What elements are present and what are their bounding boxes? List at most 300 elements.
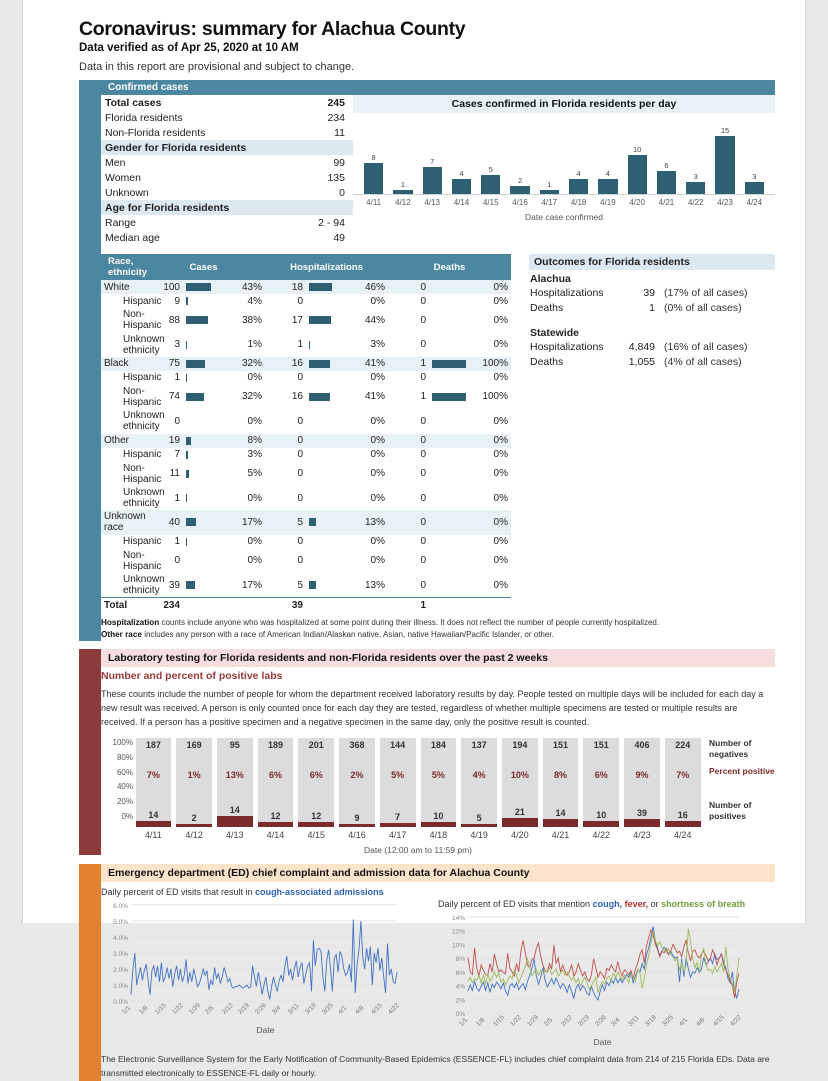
lab-negatives-value: 95	[229, 739, 240, 750]
lab-percent-value: 4%	[472, 769, 486, 780]
legend-percent-positive: Percent positive	[709, 765, 775, 776]
cell-bar	[306, 510, 347, 534]
table-row	[101, 549, 511, 573]
lab-column	[176, 738, 212, 827]
lab-positives-value: 10	[596, 810, 607, 821]
cell-count: 16	[265, 357, 306, 371]
cell-percent: 0%	[493, 449, 508, 460]
cell-bar	[429, 332, 470, 356]
lab-positives-bar	[136, 821, 172, 827]
daily-cases-bar	[505, 123, 534, 194]
cell-bar	[429, 535, 470, 549]
lab-positives-value: 14	[229, 804, 240, 815]
cell-bar	[183, 409, 224, 433]
outcome-note: (16% of all cases)	[664, 340, 748, 353]
cell-bar	[306, 535, 347, 549]
cell-count: 0	[297, 295, 303, 307]
lab-positives-bar	[258, 822, 294, 827]
lab-xtick: 4/15	[307, 829, 325, 840]
daily-cases-xtick: 4/16	[512, 198, 528, 207]
daily-cases-bar	[740, 123, 769, 194]
cell-count: 0	[420, 415, 426, 427]
cell-bar	[429, 434, 470, 448]
daily-cases-bar-value: 3	[752, 172, 757, 182]
red-accent-bar	[79, 649, 101, 855]
cell-percent: 0%	[493, 314, 508, 326]
cell-bar	[183, 385, 224, 409]
outcome-value: 1,055	[628, 355, 655, 368]
ed-series-line	[131, 920, 397, 1000]
ed-ytick: 2%	[455, 997, 465, 1005]
cell-percent: 0%	[247, 492, 262, 504]
cell-bar	[429, 486, 470, 510]
ed-xtick: 2/5	[204, 1005, 216, 1017]
lab-xtick: 4/18	[429, 829, 448, 840]
cell-percent: 5%	[247, 468, 262, 480]
daily-cases-chart-title: Cases confirmed in Florida residents per day	[353, 95, 775, 113]
cell-count: 1	[297, 339, 303, 351]
cell-percent: 0%	[493, 339, 508, 351]
daily-cases-xaxis	[353, 195, 775, 207]
lab-negatives-value: 194	[512, 739, 528, 750]
ed-ytick: 1.0%	[113, 983, 128, 991]
daily-cases-bar-value: 10	[633, 145, 642, 155]
cell-count: 0	[297, 468, 303, 480]
daily-cases-bar-value: 6	[664, 160, 669, 170]
lab-positives-bar	[176, 824, 212, 827]
daily-cases-xtick: 4/23	[717, 198, 733, 207]
cell-count: 9	[174, 295, 180, 307]
cell-percent: 0%	[493, 579, 508, 591]
lab-percent-value: 5%	[391, 769, 405, 780]
lab-negatives-value: 151	[593, 739, 609, 750]
summary-row	[101, 170, 353, 185]
cell-bar	[429, 448, 470, 462]
daily-cases-bar-rect	[715, 136, 734, 194]
lab-chart-columns	[133, 738, 703, 827]
cell-percent: 0%	[470, 510, 511, 534]
ed-right-caption	[438, 886, 767, 912]
daily-cases-xtick: 4/11	[366, 198, 382, 207]
lab-positives-bar	[380, 823, 416, 827]
ed-xtick: 4/8	[695, 1017, 707, 1029]
ed-right-caption-pre: Daily percent of ED visits that mention	[438, 898, 593, 909]
ed-xtick: 3/25	[320, 1002, 335, 1017]
ed-left-caption-pre: Daily percent of ED visits that result in	[101, 886, 256, 897]
cell-percent: 0%	[247, 415, 262, 427]
ed-series-line	[468, 927, 739, 1000]
cell-bar	[183, 549, 224, 573]
ed-right-fever: fever,	[624, 898, 649, 909]
cell-count: 5	[297, 579, 303, 591]
legend-positives: Number of positives	[709, 799, 752, 821]
lab-positives-value: 16	[677, 810, 688, 821]
summary-row	[101, 215, 353, 230]
daily-cases-bar-rect	[540, 190, 559, 194]
ed-ytick: 14%	[451, 915, 465, 923]
cell-count: 3	[174, 339, 180, 351]
cell-percent: 0%	[470, 280, 511, 294]
row-label: Black	[101, 357, 142, 371]
cell-bar	[306, 357, 347, 371]
summary-row-label: Gender for Florida residents	[101, 140, 291, 155]
lab-negatives-value: 224	[675, 739, 691, 750]
lab-negatives-value: 406	[634, 739, 650, 750]
lab-positives-value: 9	[354, 812, 360, 823]
lab-column	[339, 738, 375, 827]
lab-negatives-value: 144	[390, 739, 406, 750]
ed-xtick: 1/8	[474, 1017, 487, 1029]
table-row	[101, 434, 511, 448]
lab-ytick: 60%	[116, 767, 133, 777]
ed-left-caption-highlight: cough-associated admissions	[255, 886, 384, 897]
lab-percent-value: 7%	[146, 769, 160, 780]
lab-negatives-value: 184	[430, 739, 446, 750]
lab-column	[543, 738, 579, 827]
ed-ytick: 4%	[455, 984, 465, 992]
lab-ytick: 20%	[116, 797, 133, 807]
ed-xtick: 4/8	[353, 1005, 366, 1017]
ed-right-chart-panel	[438, 886, 775, 1048]
table-row	[101, 535, 511, 549]
summary-row-label: Men	[105, 156, 126, 169]
summary-row	[101, 200, 353, 215]
cell-percent: 32%	[241, 391, 262, 403]
cell-bar	[306, 486, 347, 510]
cell-percent: 0%	[470, 434, 511, 448]
cell-percent: 0%	[493, 415, 508, 427]
cell-percent: 43%	[224, 280, 265, 294]
cell-percent: 13%	[364, 579, 385, 591]
cell-percent: 0%	[370, 449, 385, 460]
cell-percent: 0%	[247, 555, 262, 567]
ed-xtick: 4/1	[678, 1017, 690, 1029]
summary-row-value: 11	[334, 126, 345, 139]
lab-positives-bar	[461, 824, 497, 827]
lab-xtick: 4/24	[673, 829, 692, 840]
ed-left-chart-panel	[101, 886, 438, 1048]
daily-cases-bar-rect	[657, 171, 676, 194]
lab-positives-value: 39	[636, 808, 647, 819]
legend-negatives: Number of negatives	[709, 737, 752, 759]
lab-xtick: 4/11	[144, 829, 162, 840]
lab-xtick: 4/17	[388, 829, 407, 840]
table-row	[101, 357, 511, 371]
table-row	[101, 409, 511, 433]
lab-positives-bar	[217, 816, 253, 827]
cell-bar	[183, 434, 224, 448]
summary-row-value: 234	[327, 111, 345, 124]
daily-cases-bar-rect	[598, 179, 617, 194]
cell-count: 0	[420, 492, 426, 504]
ed-left-caption	[101, 886, 430, 900]
daily-cases-bar-rect	[393, 190, 412, 194]
cell-bar	[429, 573, 470, 598]
daily-cases-bar-value: 1	[400, 180, 405, 190]
summary-row	[101, 110, 353, 125]
cell-bar	[429, 308, 470, 332]
daily-cases-bar-rect	[628, 155, 647, 194]
daily-cases-bar	[359, 123, 388, 194]
cell-bar	[306, 371, 347, 385]
cell-bar	[183, 332, 224, 356]
lab-paragraph: These counts include the number of people for whom the department received laboratory results by day. People tested on multiple days will be included for each day a new result was received. A person is only counted once for each day they are tested, regardless of whether multiple specimens are tested or multiple results are received. If a person has a positive specimen and a negative specimen in the same day, only the positive result is counted.	[101, 689, 764, 728]
cell-bar	[183, 357, 224, 371]
race-col-header: Race, ethnicity	[101, 254, 142, 280]
daily-cases-xtick: 4/14	[453, 198, 470, 207]
cell-bar	[429, 462, 470, 486]
row-label: White	[101, 280, 142, 294]
cell-percent: 17%	[224, 510, 265, 534]
cell-count: 0	[420, 555, 426, 567]
lab-column	[624, 738, 660, 827]
lab-column	[380, 738, 416, 827]
orange-accent-bar	[79, 864, 101, 1081]
lab-subhead: Number and percent of positive labs	[101, 670, 283, 683]
ed-xtick: 2/26	[593, 1014, 608, 1029]
lab-positives-value: 10	[433, 811, 444, 822]
lab-positives-value: 21	[514, 807, 525, 818]
cell-bar	[306, 434, 347, 448]
total-deaths: 1	[388, 598, 429, 613]
cell-bar	[429, 371, 470, 385]
table-row	[101, 486, 511, 510]
summary-row	[101, 95, 353, 110]
cell-percent: 0%	[247, 536, 262, 548]
cell-count: 0	[420, 468, 426, 480]
ed-xtick: 3/18	[644, 1014, 659, 1029]
lab-xtick: 4/23	[633, 829, 651, 840]
cell-count: 16	[291, 391, 303, 403]
ed-xtick: 2/19	[576, 1014, 591, 1029]
cell-bar	[183, 280, 224, 294]
ed-xtick: 1/8	[137, 1005, 149, 1017]
table-row	[101, 371, 511, 385]
cell-count: 0	[420, 372, 426, 384]
daily-cases-bar-value: 8	[371, 153, 376, 163]
cell-count: 0	[388, 434, 429, 448]
outcome-note: (4% of all cases)	[664, 355, 742, 368]
provisional-note: Data in this report are provisional and subject to change.	[79, 61, 355, 73]
table-row	[101, 294, 511, 308]
lab-ytick: 80%	[116, 752, 133, 762]
lab-column	[502, 738, 538, 827]
outcome-label: Deaths	[530, 301, 564, 314]
daily-cases-bar-value: 3	[693, 172, 698, 182]
cell-bar	[429, 357, 470, 371]
cell-count: 0	[297, 415, 303, 427]
cell-percent: 38%	[241, 314, 262, 326]
ed-ytick: 0.0%	[113, 999, 128, 1007]
ed-xtick: 3/11	[287, 1002, 301, 1017]
ed-xtick: 1/29	[187, 1002, 202, 1017]
cell-count: 1	[174, 372, 180, 384]
cell-percent: 46%	[347, 280, 388, 294]
footnote-other-race-text: includes any person with a race of American Indian/Alaskan native, Asian, native Hawaiian/Pacific Islander, or other.	[141, 629, 554, 639]
cell-count: 88	[168, 314, 180, 326]
cell-bar	[306, 549, 347, 573]
daily-cases-bar	[535, 123, 564, 194]
daily-cases-bar	[388, 123, 417, 194]
summary-row-value: 2 - 94	[318, 216, 345, 229]
cell-bar	[183, 294, 224, 308]
lab-xtick: 4/14	[266, 829, 285, 840]
lab-column	[217, 738, 253, 827]
outcome-value: 39	[643, 286, 655, 299]
cell-percent: 0%	[370, 415, 385, 427]
summary-row-label: Range	[105, 216, 136, 229]
daily-cases-bar	[652, 123, 681, 194]
summary-row-value: 0	[339, 186, 345, 199]
cell-count: 0	[420, 449, 426, 460]
ed-right-or: or	[648, 898, 662, 909]
outcome-note: (0% of all cases)	[664, 301, 742, 314]
row-label: Non-Hispanic	[123, 462, 162, 485]
daily-cases-bar	[710, 123, 739, 194]
ed-ytick: 6.0%	[113, 903, 128, 911]
footnote-hospitalization-term: Hospitalization	[101, 617, 160, 627]
daily-cases-bar	[593, 123, 622, 194]
cell-percent: 0%	[347, 434, 388, 448]
cell-count: 19	[142, 434, 183, 448]
row-label: Unknown ethnicity	[123, 487, 165, 510]
total-label: Total	[101, 598, 142, 613]
table-row	[101, 280, 511, 294]
ed-ytick: 12%	[451, 929, 465, 937]
lab-percent-value: 9%	[635, 769, 649, 780]
cell-percent: 4%	[247, 295, 262, 307]
cell-percent: 0%	[493, 295, 508, 307]
daily-cases-bar	[564, 123, 593, 194]
outcome-note: (17% of all cases)	[664, 286, 748, 299]
cell-bar	[306, 308, 347, 332]
lab-percent-value: 5%	[431, 769, 445, 780]
cell-count: 0	[420, 339, 426, 351]
lab-ytick: 40%	[116, 782, 133, 792]
lab-ytick: 100%	[112, 737, 133, 747]
cell-percent: 1%	[247, 339, 262, 351]
daily-cases-bar-rect	[745, 182, 764, 194]
ed-xtick: 2/26	[254, 1002, 268, 1017]
cell-bar	[183, 486, 224, 510]
cell-count: 0	[420, 579, 426, 591]
lab-percent-value: 6%	[594, 769, 608, 780]
summary-row-value	[291, 200, 353, 215]
ed-xtick: 2/12	[559, 1014, 574, 1029]
ed-xtick: 1/22	[170, 1002, 185, 1017]
ed-xtick: 4/22	[729, 1014, 743, 1029]
ed-source-note: The Electronic Surveillance System for the Early Notification of Community-Based Epidemics (ESSENCE-FL) includes chief complaint data from 214 of 215 Florida EDs. Data are transmitted electronically to ESSENCE-FL daily or hourly.	[101, 1054, 770, 1079]
report-page	[22, 0, 806, 1079]
lab-positives-value: 12	[270, 810, 281, 821]
cell-bar	[183, 371, 224, 385]
outcome-statewide-row	[529, 354, 775, 369]
ed-right-sob: shortness of breath	[661, 898, 746, 909]
table-footnotes	[101, 617, 775, 642]
cell-count: 17	[291, 314, 303, 326]
row-label: Other	[101, 434, 142, 448]
lab-negatives-value: 189	[268, 739, 284, 750]
cell-count: 0	[174, 415, 180, 427]
ed-ytick: 10%	[451, 942, 465, 950]
cell-count: 0	[420, 536, 426, 548]
row-label: Non-Hispanic	[123, 385, 162, 408]
daily-cases-xtick: 4/12	[395, 198, 411, 207]
page-title: Coronavirus: summary for Alachua County	[79, 18, 466, 40]
lab-negatives-value: 201	[308, 739, 324, 750]
daily-cases-bar-rect	[510, 186, 529, 194]
lab-positives-value: 2	[191, 812, 197, 823]
cell-percent: 100%	[470, 357, 511, 371]
cases-col-header: Cases	[142, 254, 265, 280]
lab-percent-value: 6%	[269, 769, 283, 780]
lab-column	[298, 738, 334, 827]
cell-count: 0	[388, 280, 429, 294]
lab-chart-xaxis	[133, 827, 703, 840]
lab-chart-yaxis	[101, 738, 133, 827]
cell-percent: 0%	[370, 468, 385, 480]
summary-row-label: Age for Florida residents	[101, 200, 291, 215]
deaths-col-header: Deaths	[388, 254, 511, 280]
ed-ytick: 3.0%	[113, 951, 128, 959]
lab-chart-xlabel: Date (12:00 am to 11:59 pm)	[363, 844, 473, 855]
daily-cases-bar-rect	[569, 179, 588, 194]
outcome-county-row	[529, 300, 775, 315]
summary-row-value: 135	[327, 171, 345, 184]
lab-xtick: 4/19	[470, 829, 488, 840]
cell-count: 0	[388, 510, 429, 534]
cell-percent: 13%	[347, 510, 388, 534]
ed-xtick: 2/5	[542, 1017, 555, 1029]
daily-cases-xtick: 4/13	[424, 198, 440, 207]
summary-row-value	[291, 140, 353, 155]
lab-negatives-value: 151	[553, 739, 569, 750]
daily-cases-bar-value: 1	[547, 180, 552, 190]
summary-row-value: 245	[327, 96, 345, 109]
total-hosp: 39	[265, 598, 306, 613]
daily-cases-bar	[476, 123, 505, 194]
daily-cases-bar-value: 4	[576, 168, 581, 178]
cell-bar	[429, 280, 470, 294]
cell-bar	[306, 385, 347, 409]
lab-percent-value: 1%	[187, 769, 201, 780]
daily-cases-xtick: 4/22	[687, 198, 704, 207]
cell-percent: 41%	[364, 391, 385, 403]
cell-bar	[183, 573, 224, 598]
row-label: Hispanic	[123, 449, 162, 460]
lab-negatives-value: 368	[349, 739, 365, 750]
lab-column	[665, 738, 701, 827]
teal-accent-bar	[79, 80, 101, 641]
cell-percent: 0%	[370, 555, 385, 567]
summary-row-label: Non-Florida residents	[105, 126, 206, 139]
row-label: Hispanic	[123, 372, 162, 384]
table-row	[101, 308, 511, 332]
cell-count: 0	[297, 536, 303, 548]
cell-bar	[429, 409, 470, 433]
lab-percent-value: 2%	[350, 769, 364, 780]
summary-row	[101, 230, 353, 245]
cell-bar	[183, 308, 224, 332]
cell-percent: 0%	[247, 372, 262, 384]
daily-cases-xtick: 4/21	[658, 198, 675, 207]
lab-positives-bar	[502, 818, 538, 827]
daily-cases-xtick: 4/24	[746, 198, 763, 207]
ed-xtick: 2/19	[237, 1002, 252, 1017]
lab-percent-value: 8%	[554, 769, 568, 780]
ed-ytick: 0%	[455, 1011, 465, 1019]
ed-right-xlabel: Date	[593, 1037, 612, 1048]
